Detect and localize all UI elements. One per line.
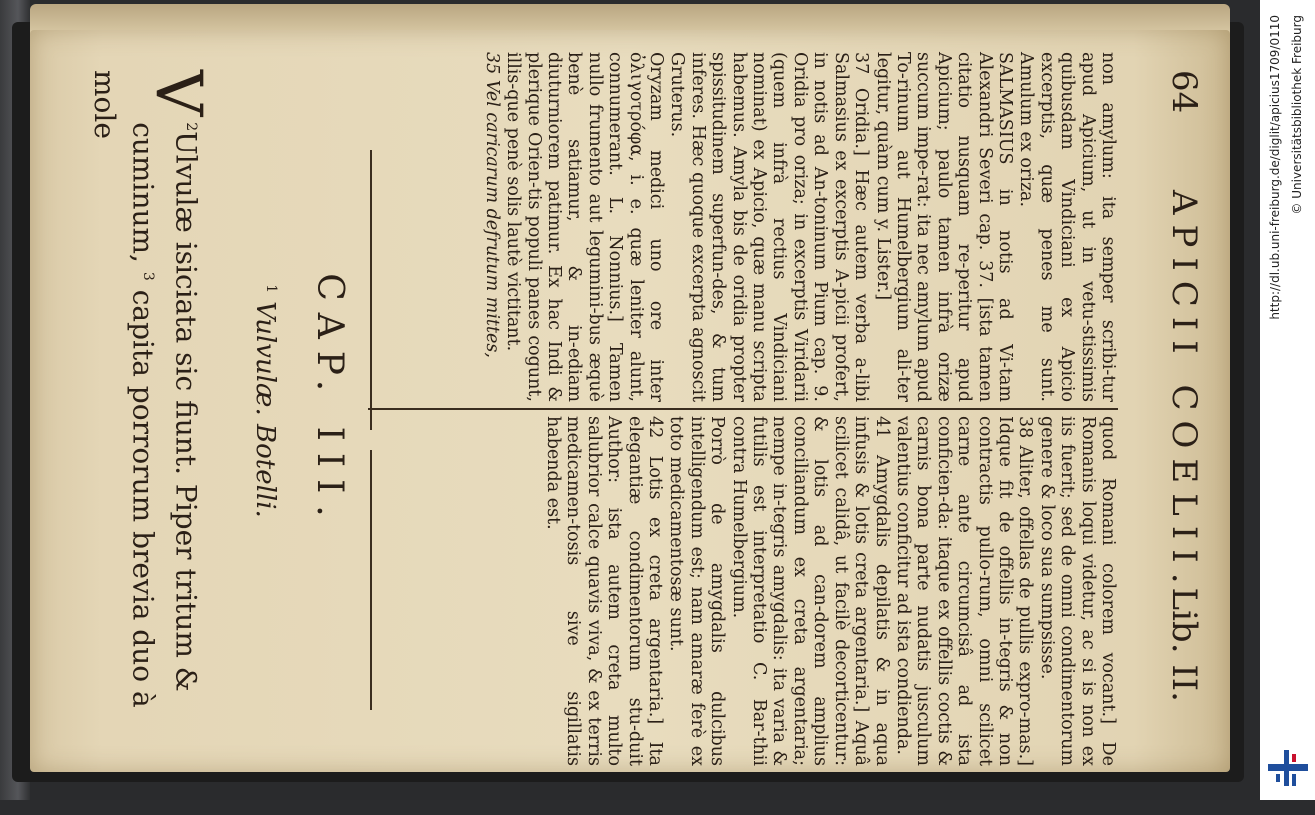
column-divider [368,408,1118,410]
paragraph: Oryzam medici uno ore inter ὀλιγοτρόφα, i. e. quæ leniter alunt, connumerant. L. Nonnius.] Tamen nullo frumento aut legumini-bus æquè benè satiamur, & in-ediam diuturniorem patimur. Ex hac Indi & plerique Orien-tis populi panes cogunt, illis-que penè solis lautè victitant. [503,52,667,402]
footnote-marker: 1 [262,284,279,294]
section-rule [370,150,372,430]
library-logo-icon [1266,748,1310,788]
footnote-marker: 2 [183,122,199,132]
book-number: Lib. II. [1164,587,1204,702]
subtitle-text: Vulvulæ. Botelli. [250,301,280,518]
right-column [542,416,1118,766]
section-rule [370,450,372,710]
page-text [30,30,1230,772]
paragraph: Porrò de amygdalis dulcibus intelligendum est; nam amaræ ferè ex toto medicamentosæ sunt. [666,416,728,766]
recipe-line: Ulvulæ isiciata sic fiunt. Piper tritum & cuminum, [126,122,203,692]
copyright-credit: © Universitätsbibliothek Freiburg [1290,15,1304,215]
paragraph: 35 Vel caricarum defrutum mittes, [481,52,502,358]
paragraph: 42 Lotis ex creta argentaria.] Ita elegantiæ condimentorum stu-duit Author: ista autem creta multo salubrior calce quavis viva, & ex terris medicamen-tosis sive sigillatis habenda est. [543,416,666,766]
paragraph: 38 Aliter, offellas de pullis expro-mas.] Idque fit de offellis in-tegris & non contractis pullo-rum, omni scilicet carne ante circumcisâ ad ista conficien-da: itaque ex offellis coctis & carnis bona parte nudatis jusculum valentius conficitur ad ista condienda. [892,416,1036,766]
source-url[interactable]: http://dl.ub.uni-freiburg.de/diglit/apicius1709/0110 [1268,15,1282,320]
paragraph: 41 Amygdalis depilatis & in aqua infusis & lotis creta argentaria.] Aquâ scilicet calidâ, ut facilè decorticentur: & lotis ad can-dorem amplius conciliandum ex creta argentaria; nempe in-tegris amygdalis: ita varia & futilis est interpretatio C. Bar-thii contra Humelbergium. [728,416,892,766]
recipe-line: capita porrorum brevia duo à mole [88,70,160,708]
footnote-marker: 3 [139,271,156,281]
drop-cap: V [141,70,215,117]
running-title: APICII COELII. [1164,190,1204,594]
recipe-text [85,70,215,730]
page-number: 64 [1164,70,1204,114]
paragraph: 37 Oridia.] Hæc autem verba a-libi Salmasius ex excerptis A-picii profert, in notis ad An-toninum Pium cap. 9. Oridia pro oriza; in excerptis Viridarii (quem infrà rectius Vindiciani nominat) ex Apicio, quæ manu scripta habemus. Amyla bis de oridia propter spissitudinem superfun-des, & tum inferes. Hæc quoque excerpta agnoscit Gruterus. [667,52,872,402]
chapter-heading: CAP. III. [309,273,350,529]
paragraph: SALMASIUS in notis ad Vi-tam Alexandri Severi cap. 37. [ista tamen citatio nusquam re-peritur apud Apicium; paulo tamen infrà orizæ succum impe-rat: ita nec amylum apud To-rinum aut Humelbergium ali-ter legitur, quàm cum y. Lister.] [872,52,1015,402]
left-column [480,52,1118,402]
paragraph: non amylum: ita semper scribi-tur apud Apicium, ut in vetu-stissimis quibusdam Vindiciani ex Apicio excerptis, quæ penes me sunt. Amulum ex oriza. [1016,52,1118,402]
running-header [1144,30,1204,772]
paragraph: quod Romani colorem vocant.] De Romanis loqui videtur, ac si is non ex iis fuerit; sed de omni condimentorum genere & loco sua sumpsisse. [1036,416,1118,766]
chapter-subtitle [250,30,280,772]
